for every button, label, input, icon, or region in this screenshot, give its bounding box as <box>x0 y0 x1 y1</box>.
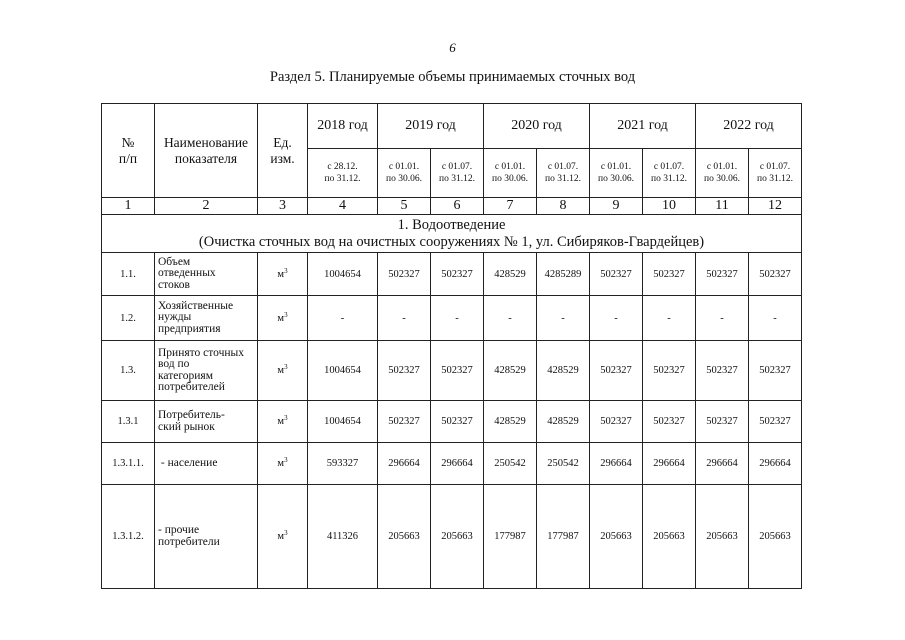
header-name: Наименование показателя <box>155 104 258 198</box>
value-cell: 502327 <box>378 341 431 401</box>
unit-base: м <box>277 531 285 542</box>
value-cell: - <box>643 296 696 341</box>
value-cell: - <box>749 296 802 341</box>
column-number: 5 <box>378 198 431 215</box>
header-year: 2018 год <box>308 104 378 149</box>
value-cell: 411326 <box>308 485 378 589</box>
value-cell: 296664 <box>590 443 643 485</box>
value-cell: 4285289 <box>537 253 590 296</box>
value-cell: 296664 <box>749 443 802 485</box>
unit-base: м <box>277 312 285 324</box>
value-cell: 502327 <box>431 253 484 296</box>
value-cell: 502327 <box>643 253 696 296</box>
table-row <box>102 253 802 296</box>
section-title: Раздел 5. Планируемые объемы принимаемых сточных вод <box>269 69 636 85</box>
row-unit <box>258 443 308 485</box>
header-period: с 01.07. по 31.12. <box>643 149 696 198</box>
unit-base: м <box>277 416 285 427</box>
row-number: 1.2. <box>102 296 155 341</box>
value-cell: 502327 <box>378 253 431 296</box>
column-number-row <box>102 198 802 215</box>
value-cell: 1004654 <box>308 401 378 443</box>
row-name: Хозяйственные нужды предприятия <box>155 296 258 341</box>
table-row <box>102 485 802 589</box>
value-cell: 250542 <box>484 443 537 485</box>
value-cell: 1004654 <box>308 341 378 401</box>
row-name: - население <box>155 443 258 485</box>
value-cell: 502327 <box>749 253 802 296</box>
header-no: № п/п <box>102 104 155 198</box>
value-cell: 1004654 <box>308 253 378 296</box>
value-cell: 296664 <box>378 443 431 485</box>
row-name: - прочие потребители <box>155 485 258 589</box>
unit-power: 3 <box>284 266 288 275</box>
row-unit <box>258 296 308 341</box>
value-cell: - <box>537 296 590 341</box>
table-row <box>102 341 802 401</box>
value-cell: 177987 <box>537 485 590 589</box>
column-number: 10 <box>643 198 696 215</box>
value-cell: 593327 <box>308 443 378 485</box>
header-period: с 01.01. по 30.06. <box>484 149 537 198</box>
value-cell: 296664 <box>643 443 696 485</box>
row-name: Потребитель- ский рынок <box>155 401 258 443</box>
unit-power: 3 <box>284 456 288 464</box>
value-cell: 502327 <box>749 401 802 443</box>
value-cell: 502327 <box>590 401 643 443</box>
unit-base: м <box>277 458 285 469</box>
value-cell: - <box>590 296 643 341</box>
value-cell: 428529 <box>484 401 537 443</box>
value-cell: - <box>696 296 749 341</box>
header-period: с 01.07. по 31.12. <box>431 149 484 198</box>
header-year: 2019 год <box>378 104 484 149</box>
unit-base: м <box>277 268 285 280</box>
table-body <box>102 253 802 589</box>
row-unit <box>258 485 308 589</box>
column-number: 4 <box>308 198 378 215</box>
value-cell: 502327 <box>696 341 749 401</box>
value-cell: 428529 <box>484 341 537 401</box>
header-period: с 01.01. по 30.06. <box>378 149 431 198</box>
column-number: 7 <box>484 198 537 215</box>
table-row <box>102 401 802 443</box>
unit-power: 3 <box>284 414 288 422</box>
column-number: 9 <box>590 198 643 215</box>
header-period: с 01.01. по 30.06. <box>590 149 643 198</box>
unit-base: м <box>277 365 285 376</box>
row-unit <box>258 401 308 443</box>
value-cell: 502327 <box>378 401 431 443</box>
column-number: 1 <box>102 198 155 215</box>
value-cell: 205663 <box>378 485 431 589</box>
value-cell: 502327 <box>590 341 643 401</box>
header-period: с 01.07. по 31.12. <box>537 149 590 198</box>
row-unit <box>258 341 308 401</box>
volumes-table <box>101 103 802 589</box>
header-period: с 01.01. по 30.06. <box>696 149 749 198</box>
value-cell: 205663 <box>643 485 696 589</box>
row-number: 1.1. <box>102 253 155 296</box>
value-cell: 250542 <box>537 443 590 485</box>
value-cell: 205663 <box>749 485 802 589</box>
column-number: 3 <box>258 198 308 215</box>
column-number: 2 <box>155 198 258 215</box>
section-heading: 1. Водоотведение (Очистка сточных вод на очистных сооружениях № 1, ул. Сибиряков-Гвардейцев) <box>102 215 802 253</box>
header-year: 2020 год <box>484 104 590 149</box>
value-cell: 502327 <box>590 253 643 296</box>
table-row <box>102 443 802 485</box>
row-number: 1.3. <box>102 341 155 401</box>
header-period: с 28.12. по 31.12. <box>308 149 378 198</box>
value-cell: 296664 <box>696 443 749 485</box>
column-number: 8 <box>537 198 590 215</box>
unit-power: 3 <box>284 529 288 537</box>
value-cell: 502327 <box>696 401 749 443</box>
section-heading-row <box>102 215 802 253</box>
header-row-years <box>102 104 802 149</box>
value-cell: 502327 <box>749 341 802 401</box>
unit-power: 3 <box>284 310 288 319</box>
column-number: 11 <box>696 198 749 215</box>
value-cell: 502327 <box>696 253 749 296</box>
value-cell: - <box>308 296 378 341</box>
value-cell: 428529 <box>537 341 590 401</box>
row-name: Принято сточных вод по категориям потребителей <box>155 341 258 401</box>
value-cell: 502327 <box>431 341 484 401</box>
table-row <box>102 296 802 341</box>
row-number: 1.3.1.2. <box>102 485 155 589</box>
value-cell: 177987 <box>484 485 537 589</box>
row-number: 1.3.1.1. <box>102 443 155 485</box>
column-number: 6 <box>431 198 484 215</box>
value-cell: - <box>484 296 537 341</box>
value-cell: 428529 <box>537 401 590 443</box>
value-cell: 205663 <box>431 485 484 589</box>
value-cell: 502327 <box>431 401 484 443</box>
row-unit <box>258 253 308 296</box>
row-number: 1.3.1 <box>102 401 155 443</box>
header-year: 2022 год <box>696 104 802 149</box>
value-cell: - <box>378 296 431 341</box>
value-cell: 428529 <box>484 253 537 296</box>
header-period: с 01.07. по 31.12. <box>749 149 802 198</box>
page-number: 6 <box>449 40 456 55</box>
header-unit: Ед. изм. <box>258 104 308 198</box>
value-cell: 502327 <box>643 401 696 443</box>
column-number: 12 <box>749 198 802 215</box>
value-cell: 296664 <box>431 443 484 485</box>
unit-power: 3 <box>284 363 288 371</box>
value-cell: 205663 <box>696 485 749 589</box>
value-cell: - <box>431 296 484 341</box>
row-name: Объем отведенных стоков <box>155 253 258 296</box>
header-year: 2021 год <box>590 104 696 149</box>
value-cell: 205663 <box>590 485 643 589</box>
value-cell: 502327 <box>643 341 696 401</box>
